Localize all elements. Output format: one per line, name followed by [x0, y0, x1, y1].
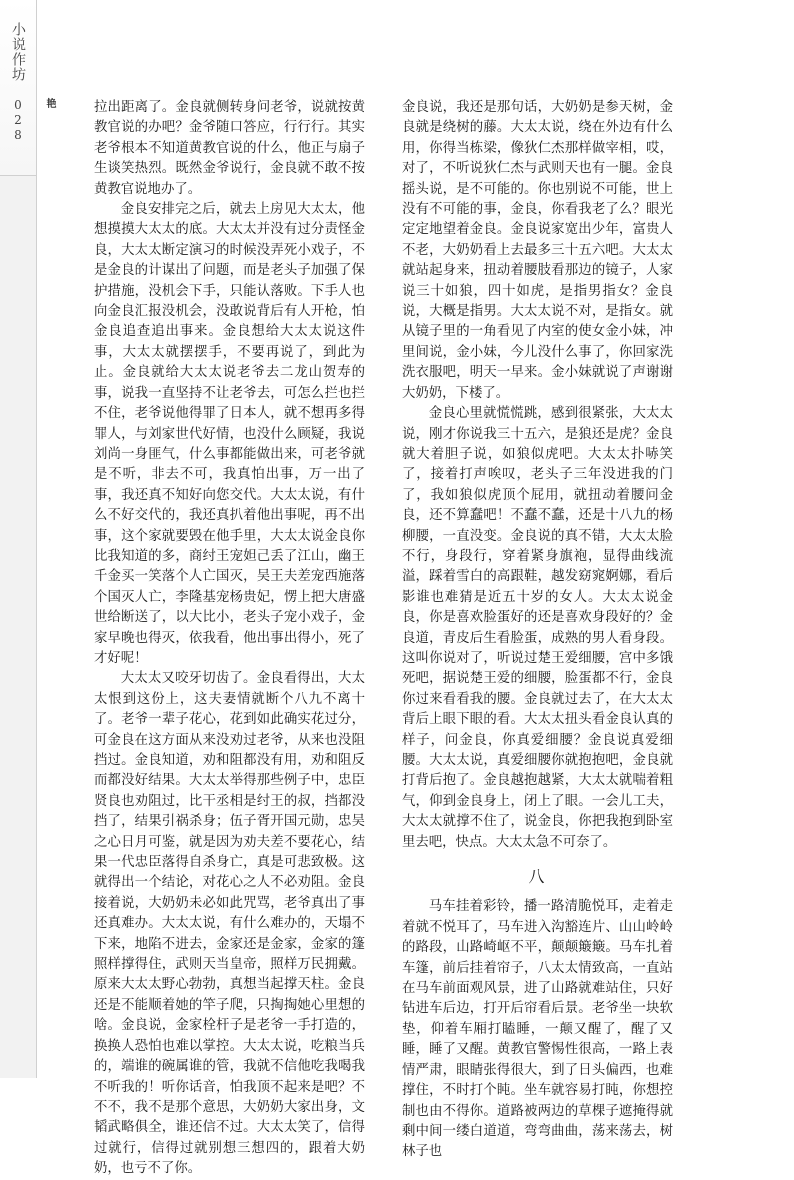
paragraph: 金良心里就慌慌跳，感到很紧张，大太太说，刚才你说我三十五六，是狼还是虎？金良就大着胆子说，如狼似虎吧。大太太扑哧笑了，接着打声唉叹，老头子三年没进我的门了，我如狼似虎顶个屁用，就扭动着腰问金良，还不算蠢吧！不蠢不蠢，还是十八九的杨柳腰，一直没变。金良说的真不错，大太太脸不行，身段行，穿着紧身旗袍，显得曲线流溢，踩着雪白的高跟鞋，越发窈窕婀娜，看后影谁也难猜是近五十岁的女人。大太太说金良，你是喜欢脸蛋好的还是喜欢身段好的？金良道，青皮后生看脸蛋，成熟的男人看身段。这叫你说对了，听说过楚王爱细腰，宫中多饿死吧，据说楚王爱的细腰，脸蛋都不行，金良你过来看看我的腰。金良就过去了，在大太太背后上眼下眼的看。大太太扭头看金良认真的样子，问金良，你真爱细腰？金良说真爱细腰。大太太说，真爱细腰你就抱抱吧，金良就打背后抱了。金良越抱越紧，大太太就喘着粗气，仰到金良身上，闭上了眼。一会儿工夫，大太太就撑不住了，说金良，你把我抱到卧室里去吧，快点。大太太急不可奈了。: [402, 406, 673, 850]
side-gutter: [0, 0, 37, 1078]
magazine-issue: 艳: [44, 98, 55, 109]
chapter-heading: 八: [528, 867, 547, 887]
right-text-column: [402, 98, 673, 1163]
left-text-column: [94, 98, 365, 1180]
paragraph: 大太太又咬牙切齿了。金良看得出，大太太恨到这份上，这夫妻情就断个八九不离十了。老爷一辈子花心，花到如此确实花过分，可金良在这方面从来没劝过老爷，从来也没阻挡过。金良知道，劝和阻都没有用，劝和阻反而都没好结果。大太太举得那些例子中，忠臣贤良也劝阻过，比干丞相是纣王的叔，挡都没挡了，结果引祸杀身；伍子胥开国元勋，忠吴之心日月可鉴，就是因为劝夫差不要花心，结果一代忠臣落得自杀身亡，真是可悲致极。这就得出一个结论，对花心之人不必劝阻。金良接着说，大奶奶未必如此咒骂，老爷真出了事还真难办。大太太说，有什么难办的，天塌不下来，地陷不进去，金家还是金家，金家的篷照样撑得住，武则天当皇帝，照样万民拥戴。原来大太太野心勃勃，真想当起撑天柱。金良还是不能顺着她的竿子爬，只掏掏她心里想的啥。金良说，金家栓杆子是老爷一手打造的，换换人恐怕也难以掌控。大太太说，吃粮当兵的，端谁的碗属谁的管，我就不信他吃我喝我不听我的！听你话音，怕我顶不起来是吧？不不不，我不是那个意思，大奶奶大家出身，文韬武略俱全，谁还信不过。大太太笑了，信得过就行，信得过就别想三想四的，跟着大奶奶，也亏不了你。: [94, 671, 365, 1177]
paragraph: 金良说，我还是那句话，大奶奶是参天树，金良就是绕树的藤。大太太说，绕在外边有什么用，你得当栋梁，像狄仁杰那样做宰相，哎，对了，不听说狄仁杰与武则天也有一腿。金良摇头说，是不可能的。你也别说不可能，世上没有不可能的事，金良，你看我老了么？眼光定定地望着金良。金良说家宽出少年，富贵人不老，大奶奶看上去最多三十五六吧。大太太就站起身来，扭动着腰肢看那边的镜子，人家说三十如狼，四十如虎，是指男指女？金良说，大概是指男。大太太说不对，是指女。就从镜子里的一角看见了内室的使女金小妹，冲里间说，金小妹，今儿没什么事了，你回家洗洗衣服吧，明天一早来。金小妹就说了声谢谢大奶奶，下楼了。: [402, 100, 673, 401]
paragraph: 拉出距离了。金良就侧转身问老爷，说就按黄教官说的办吧？金爷随口答应，行行行。其实老爷根本不知道黄教官说的什么，他正与扇子生谈笑热烈。既然金爷说行，金良就不敢不按黄教官说地办了。: [94, 100, 365, 197]
section-title: 小说作坊: [10, 22, 26, 82]
paragraph: 金良安排完之后，就去上房见大太太，他想摸摸大太太的底。大太太并没有过分责怪金良，大太太断定演习的时候没弄死小戏子，不是金良的计谋出了问题，而是老头子加强了保护措施，没机会下手，只能认落败。下手人也向金良汇报没机会，没敢说背后有人开枪，怕金良追查追出事来。金良想给大太太说这件事，大太太就摆摆手，不要再说了，到此为止。金良就给大太太说老爷去二龙山贺寿的事，说我一直坚持不让老爷去，可怎么拦也拦不住，老爷说他得罪了日本人，就不想再多得罪人，与刘家世代好情，也没什么顾疑，我说刘尚一身匪气，什么事都能做出来，可老爷就是不听，非去不可，我真怕出事，万一出了事，我还真不知好向您交代。大太太说，有什么不好交代的，我还真扒着他出事呢，再不出事，这个家就要毁在他手里，大太太说金良你比我知道的多，商纣王宠妲己丢了江山，幽王千金买一笑落个人亡国灭，吴王夫差宠西施落个国灭人亡，李隆基宠杨贵妃，愣上把大唐盛世给断送了，以大比小，老头子宠小戏子，金家早晚也得灭，依我看，他出事出得小，死了才好呢！: [94, 202, 365, 666]
page-number: 028: [11, 98, 25, 143]
paragraph: 马车挂着彩铃，播一路清脆悦耳，走着走着就不悦耳了，马车进入沟豁连片、山山岭岭的路段，山路崎岖不平，颠颠簸簸。马车扎着车篷，前后挂着帘子，八太太情致高，一直站在马车前面观风景，进了山路就难站住，只好钻进车后边，打开后帘看后景。老爷坐一块软垫，仰着车厢打瞌睡，一颠又醒了，醒了又睡，睡了又醒。黄教官警惕性很高，一路上表情严肃，眼睛张得很大，到了日头偏西，也难撑住，不时打个盹。坐车就容易打盹，你想控制也由不得你。道路被两边的草棵子遮掩得就剩中间一缕白道道，弯弯曲曲，荡来荡去，树林子也: [402, 899, 673, 1160]
